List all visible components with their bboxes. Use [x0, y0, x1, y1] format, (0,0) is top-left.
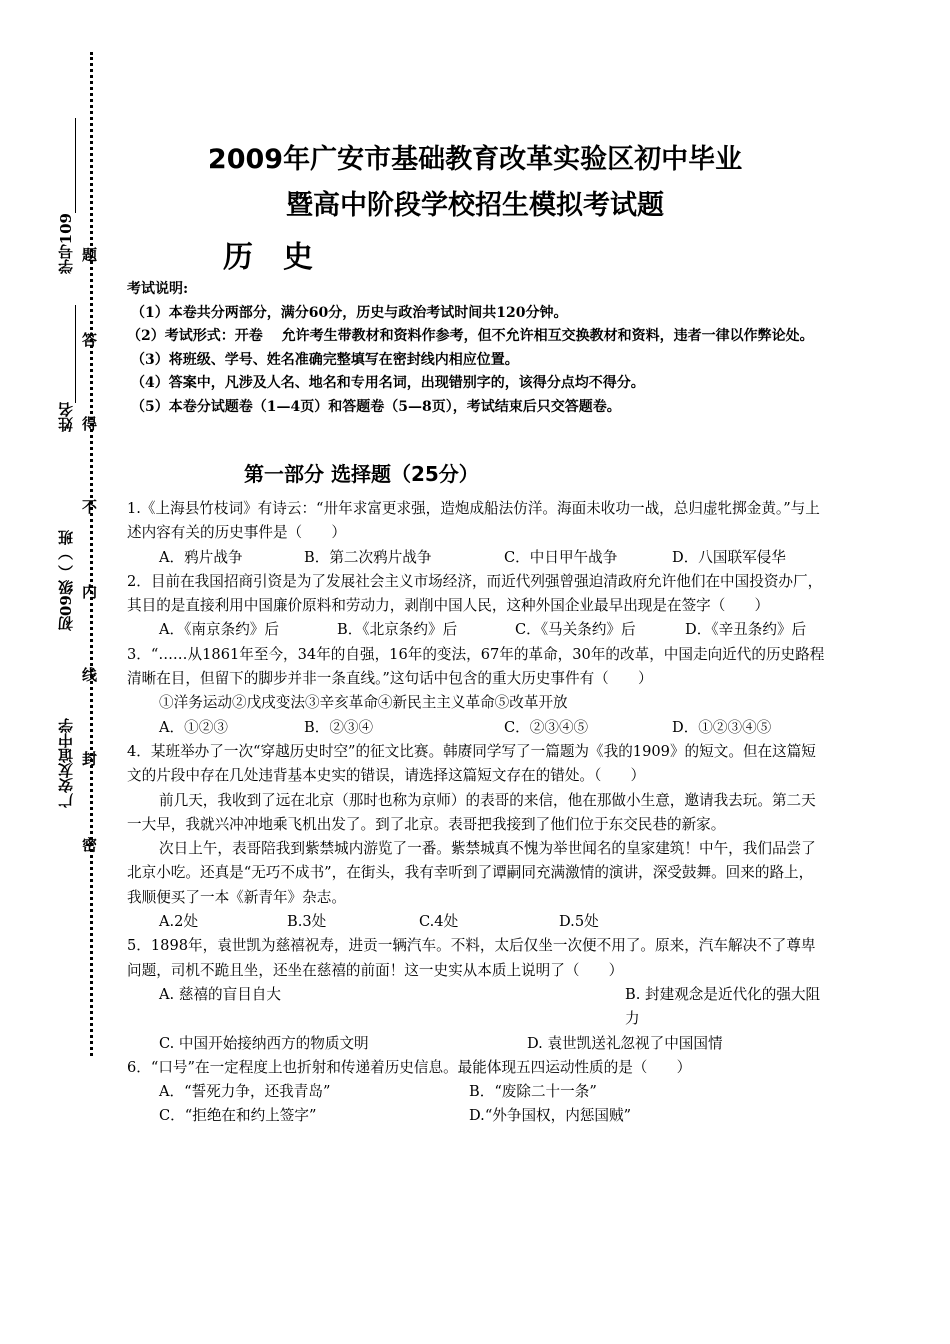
option-b[interactable]: B.3处 — [287, 913, 327, 931]
seal-char-3: 得 — [82, 415, 98, 433]
instruction-item: （5）本卷分试题卷（1—4页）和答题卷（5—8页），考试结束后只交答题卷。 — [131, 398, 621, 415]
option-a[interactable]: A．“誓死力争，还我青岛” — [159, 1083, 331, 1101]
option-d[interactable]: D.“外争国权，内惩国贼” — [469, 1107, 632, 1125]
grade-class-field[interactable]: 初09级（ ）班 — [57, 530, 75, 632]
option-d[interactable]: D.5处 — [559, 913, 599, 931]
option-c[interactable]: C．《马关条约》后 — [515, 621, 636, 639]
instructions-heading: 考试说明: — [127, 281, 189, 297]
question-5-options-row1 — [127, 983, 827, 1032]
question-5-stem: 5．1898年，袁世凯为慈禧祝寿，进贡一辆汽车。不料，太后仅坐一次便不用了。原来，汽车解决不了尊卑问题，司机不跪且坐，还坐在慈禧的前面！这一史实从本质上说明了（ ） — [127, 937, 816, 979]
instruction-item: （1）本卷共分两部分，满分60分，历史与政治考试时间共120分钟。 — [131, 304, 568, 321]
question-1-options — [127, 546, 827, 570]
section-title: 第一部分 选择题（25分） — [244, 462, 479, 486]
seal-char-5: 内 — [82, 583, 98, 601]
question-2-stem: 2．目前在我国招商引资是为了发展社会主义市场经济，而近代列强曾强迫清政府允许他们在中国投资办厂，其目的是直接利用中国廉价原料和劳动力，剥削中国人民，这种外国企业最早出现是在签字（ ） — [127, 572, 823, 615]
question-3-events: ①洋务运动②戊戌变法③辛亥革命④新民主主义革命⑤改革开放 — [159, 694, 568, 712]
option-c[interactable]: C．“拒绝在和约上签字” — [159, 1107, 317, 1125]
option-d[interactable]: D．①②③④⑤ — [672, 718, 772, 736]
option-b[interactable]: B. 封建观念是近代化的强大阻力 — [625, 985, 821, 1028]
name-label: 姓名 — [57, 402, 75, 432]
option-b[interactable]: B．②③④ — [304, 718, 374, 736]
question-6-options-row2 — [127, 1104, 827, 1128]
seal-char-4: 不 — [82, 498, 98, 516]
seal-char-1: 题 — [82, 246, 98, 264]
seal-char-2: 答 — [82, 331, 98, 349]
instruction-item: （3）将班级、学号、姓名准确完整填写在密封线内相应位置。 — [131, 351, 519, 368]
instruction-item: （4）答案中，凡涉及人名、地名和专用名词，出现错别字的，该得分点均不得分。 — [131, 375, 645, 391]
option-a[interactable]: A．①②③ — [159, 718, 228, 736]
question-5-options-row2 — [127, 1032, 827, 1056]
question-4-passage-2: 次日上午，表哥陪我到紫禁城内游览了一番。紫禁城真不愧为举世闻名的皇家建筑！中午，我们品尝了北京小吃。还真是“无巧不成书”，在街头，我有幸听到了谭嗣同充满激情的演讲，深受鼓舞。回来的路上，我顺便买了一本《新青年》杂志。 — [127, 840, 816, 906]
option-c[interactable]: C．②③④⑤ — [504, 718, 589, 736]
exam-instructions — [127, 278, 827, 419]
option-b[interactable]: B．“废除二十一条” — [469, 1083, 597, 1101]
name-underline[interactable] — [75, 305, 76, 403]
school-name: 广安友谊中学 — [57, 718, 75, 808]
exam-title-line1: 2009年广安市基础教育改革实验区初中毕业 — [207, 144, 743, 175]
option-c[interactable]: C．中日甲午战争 — [504, 548, 618, 566]
question-2-options — [127, 618, 827, 642]
seal-char-8: 密 — [82, 836, 98, 854]
option-c[interactable]: C. 中国开始接纳西方的物质文明 — [159, 1034, 369, 1052]
seal-char-7: 封 — [82, 750, 98, 768]
question-1-stem: 1.《上海县竹枝词》有诗云：“卅年求富更求强，造炮成船法仿洋。海面未收功一战，总归虚牝掷金黄。”与上述内容有关的历史事件是（ ） — [127, 500, 820, 542]
option-b[interactable]: B．第二次鸦片战争 — [304, 548, 432, 566]
student-id-label: 学号109 — [57, 213, 75, 275]
question-4-stem: 4．某班举办了一次“穿越历史时空”的征文比赛。韩赓同学写了一篇题为《我的1909》的短文。但在这篇短文的片段中存在几处违背基本史实的错误，请选择这篇短文存在的错处。（ ） — [127, 742, 816, 785]
question-3-options — [127, 716, 827, 740]
option-a[interactable]: A. 慈禧的盲目自大 — [159, 985, 281, 1003]
option-a[interactable]: A.2处 — [159, 913, 199, 931]
seal-char-6: 线 — [82, 666, 98, 684]
question-list — [127, 497, 827, 1129]
option-c[interactable]: C.4处 — [419, 913, 459, 931]
instruction-item: （2）考试形式：开卷 允许考生带教材和资料作参考，但不允许相互交换教材和资料，违者一律以作弊论处。 — [127, 328, 814, 344]
question-4-passage-1: 前几天，我收到了远在北京（那时也称为京师）的表哥的来信，他在那做小生意，邀请我去玩。第二天一大早，我就兴冲冲地乘飞机出发了。到了北京。表哥把我接到了他们位于东交民巷的新家。 — [127, 791, 816, 833]
question-4-options — [127, 910, 827, 934]
option-a[interactable]: A．《南京条约》后 — [159, 621, 279, 639]
subject-title: 历史 — [223, 240, 343, 275]
option-d[interactable]: D. 袁世凯送礼忽视了中国国情 — [527, 1034, 723, 1052]
option-d[interactable]: D．《辛丑条约》后 — [685, 621, 807, 639]
question-3-stem: 3．“……从1861年至今，34年的自强，16年的变法，67年的革命，30年的改革，中国走向近代的历史路程清晰在目，但留下的脚步并非一条直线。”这句话中包含的重大历史事件有（ ） — [127, 645, 825, 688]
exam-title-line2: 暨高中阶段学校招生模拟考试题 — [286, 190, 664, 221]
option-d[interactable]: D．八国联军侵华 — [672, 548, 786, 566]
question-6-stem: 6．“口号”在一定程度上也折射和传递着历史信息。最能体现五四运动性质的是（ ） — [127, 1058, 692, 1076]
option-b[interactable]: B．《北京条约》后 — [337, 621, 458, 639]
question-6-options-row1 — [127, 1080, 827, 1104]
option-a[interactable]: A．鸦片战争 — [159, 548, 243, 566]
